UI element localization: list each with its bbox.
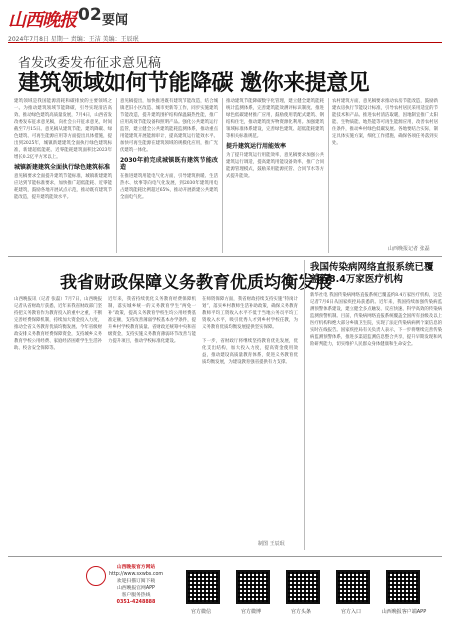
story1-headline: 建筑领域如何节能降碳 邀你来提意见: [18, 71, 370, 96]
section-divider: [8, 256, 442, 257]
promo-line: 山西晚报官网APP: [117, 586, 155, 591]
newspaper-logo: 山西晚报: [8, 10, 76, 31]
column-divider: [328, 98, 329, 253]
column-divider: [116, 98, 117, 253]
story2-column-1: [14, 296, 102, 546]
footer-promo: [108, 564, 164, 606]
footer-divider: [8, 556, 442, 557]
qr-label: 官方微博: [240, 609, 261, 615]
masthead: [8, 5, 442, 43]
story2-column-3: [202, 296, 298, 536]
story1-col4-text: 农村建筑方面，意见稿要求推动农房节能改造，鼓励新建农房执行节能设计标准，引导农村居民采用适宜的节能技术和产品。推进农村清洁取暖，因地制宜推广太阳能、生物质能、地热能等可再生能源应用，改善农村居住条件，推动乡村绿色低碳发展。各地要结合实际，制定具体实施方案，细化工作措施，确保各项任务落到实处。: [332, 99, 438, 146]
story3-body-column: [310, 292, 442, 547]
story1-kicker: 省发改委发布征求意见稿: [18, 56, 162, 71]
weibo-qr-code[interactable]: [236, 570, 270, 604]
story3-headline: 我国传染病网络直报系统已覆盖约8.4万家医疗机构: [310, 262, 434, 285]
story3-body: 新华社电 我国传染病网络直报系统已覆盖约8.4万家医疗机构，这是记者7月6日从国家疾控局获悉的。近年来，我国持续加强传染病监测预警体系建设，建立健全多点触发、反应快速、科学高效的传染病监测预警机制。目前，传染病网络直报系统覆盖全国所有县级及以上医疗机构和绝大部分乡镇卫生院，实现了法定传染病病例个案信息的实时在线报告。国家疾控局有关负责人表示，下一步将继续完善传染病监测预警体系，推进多渠道监测信息整合共享，提升早期发现和风险研判能力，切实维护人民群众身体健康和生命安全。: [310, 293, 442, 347]
story1-byline: 山西晚报记者 张磊: [388, 246, 430, 252]
story1-col3b-text: 为了提升建筑运行用能效率，意见稿要求加强公共建筑运行调适，提高建筑用能设备效率，推广合同能源管理模式，鼓励采用能源托管、合同节水等方式提升能效。: [226, 153, 324, 179]
qr-label: 官方入口: [340, 609, 361, 615]
promo-line: 山西晚报官方网站: [116, 565, 156, 570]
portal-qr-code[interactable]: [336, 570, 370, 604]
app-qr-code[interactable]: [386, 570, 420, 604]
qr-label: 官方头条: [290, 609, 311, 615]
story2-body-a: 山西晚报讯（记者 张磊）7月7日，山西晚报记者从省财政厅获悉，近年来我省财政部门坚持把义务教育作为教育投入的重中之重，不断完善经费保障机制，持续加大资金投入力度，推动全省义务教育优质均衡发展。今年省级财政安排义务教育经费保障资金，支持城乡义务教育学校公用经费、家庭经济困难学生生活补助、校舍安全保障等。: [14, 297, 102, 351]
column-divider: [304, 260, 305, 550]
story1-subhead-3: 提升建筑运行用能效率: [226, 143, 287, 150]
qr-label: 山西晚报客户端APP: [381, 609, 427, 615]
story2-body-c: 在师资保障方面，我省财政持续支持实施“特岗计划”，落实乡村教师生活补助政策，确保义务教育教师平均工资收入水平不低于当地公务员平均工资收入水平，吸引优秀人才到乡村学校任教，为义务教育优质均衡发展提供坚实保障。: [202, 297, 298, 330]
story1-col1-text: 建筑领域是我国能源消耗和碳排放的主要领域之一。为推动建筑领域节能降碳，引导实现清洁高效、推动绿色建筑高质量发展，7月4日，山西省发改委发布征求意见稿，向社会公开征求意见，时间截至7月15日。意见稿从建筑节能、建筑降碳、绿色建筑、可再生能源应用等方面提出具体措施，提出到2025年，城镇新建建筑全面执行绿色建筑标准，新建超低能耗、近零能耗建筑面积比2023年增长0.2亿平方米以上。: [14, 99, 112, 160]
page-number: 02: [78, 5, 102, 25]
story1-col1b-text: 意见稿要求全面提升建筑节能标准，城镇新建建筑应达到节能标准要求，加快推广超低能耗、近零能耗建筑，鼓励各地开展试点示范，推动既有建筑节能改造，提升建筑能效水平。: [14, 174, 112, 200]
story2-column-2: [108, 296, 196, 546]
column-divider: [222, 98, 223, 253]
story1-column-1: [14, 98, 112, 253]
story1-subhead-1: 城镇新建建筑全面执行绿色建筑标准: [14, 164, 111, 171]
promo-line: 欢迎扫描订阅下载: [116, 579, 156, 584]
story1-column-3: [226, 98, 324, 253]
story2-editor: 制图 王辰珉: [258, 541, 285, 547]
newspaper-emblem-icon: [86, 566, 106, 586]
story2-body-b: 近年来，我省持续优化义务教育经费保障机制，落实城乡统一的义务教育学生“两免一补”政策，提高义务教育学校生均公用经费基准定额，支持改善薄弱学校基本办学条件，提升乡村学校教育质量。省财政还统筹中央和省级资金，支持实施义务教育薄弱环节改善与能力提升项目，推动学校标准化建设。: [108, 297, 196, 344]
story2-headline: 我省财政保障义务教育优质均衡发展: [60, 273, 332, 293]
story1-column-4: [332, 98, 438, 243]
dateline: 2024年7月8日 星期一 责编：王洁 美编：王辰珉: [8, 36, 139, 43]
story1-subhead-2: 2030年前完成城镇既有建筑节能改造: [120, 157, 218, 171]
toutiao-qr-code[interactable]: [286, 570, 320, 604]
promo-website[interactable]: http://www.sxwbs.com: [108, 572, 164, 577]
story1-col2b-text: 在推进建筑用能电气化方面，引导建筑供暖、生活热水、炊事等向电气化发展，到2030年建筑用电占建筑能耗比例超过65%，推动开展新建公共建筑全面电气化。: [120, 174, 218, 200]
masthead-rule: [8, 42, 442, 43]
story1-column-2: [120, 98, 218, 253]
story1-col3-text: 推动建筑节能降碳数字化管理，建立健全建筑能耗统计监测体系，完善建筑能效测评标识制度。推进绿色低碳建材推广应用，鼓励使用装配式建筑、钢结构住宅，推动建筑废弃物资源化利用。加强建筑领域标准体系建设，完善绿色建筑、超低能耗建筑等相关标准规范。: [226, 99, 324, 139]
story2-body-d: 下一步，省财政厅将继续坚持教育优先发展，优化支出结构，加大投入力度，提高资金使用效益，推动建设高质量教育体系，促进义务教育优质均衡发展，为建设教育强省提供有力支撑。: [202, 339, 298, 365]
promo-line: 客户服务热线: [121, 593, 151, 598]
promo-phone: 0351-4248888: [116, 600, 156, 605]
qr-label: 官方微信: [190, 609, 211, 615]
wechat-qr-code[interactable]: [186, 570, 220, 604]
section-title: 要闻: [102, 13, 129, 28]
story1-col2-text: 意见稿提出，加快推进既有建筑节能改造，结合城镇老旧小区改造、城市更新等工作，同步实施建筑节能改造，提升建筑围护结构保温隔热性能，推广应用高效节能设备和照明产品。强化公共建筑运行监管，建立健全公共建筑能耗监测体系，推动重点用能建筑开展能源审计，提高建筑运行能效水平。加快可再生能源在建筑领域的规模化应用，推广光伏建筑一体化。: [120, 99, 218, 153]
footer: [8, 562, 442, 634]
